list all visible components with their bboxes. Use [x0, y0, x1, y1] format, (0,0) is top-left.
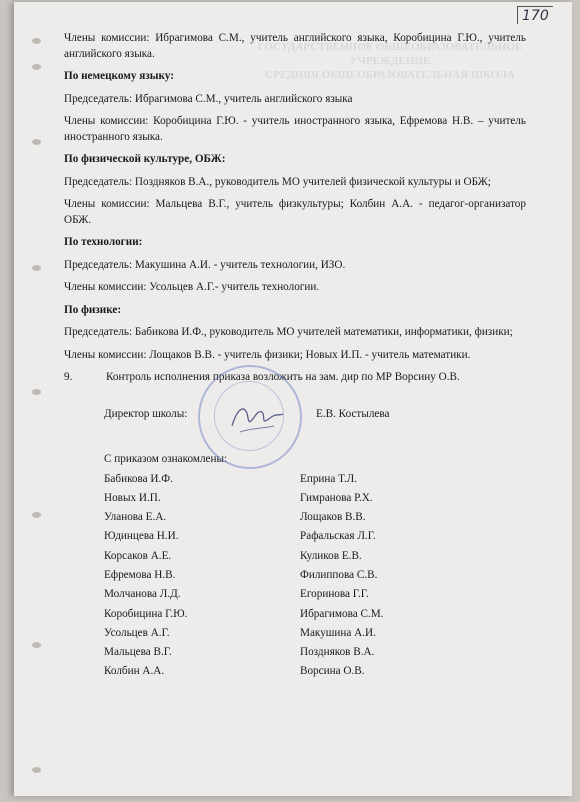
- acknowledgement-row: [104, 550, 526, 569]
- acknowledgement-row: [104, 646, 526, 665]
- commission-paragraph: Председатель: Бабикова И.Ф., руководитель МО учителей математики, информатики, физики;: [64, 326, 513, 338]
- signatory-name-left: Ефремова Н.В.: [104, 568, 176, 581]
- signatory-name-left: Молчанова Л.Д.: [104, 588, 181, 601]
- item-text: Контроль исполнения приказа возложить на зам. дир по МР Ворсину О.В.: [106, 371, 460, 383]
- signatory-name-right: Ворсина О.В.: [300, 665, 365, 678]
- commission-paragraph: Члены комиссии: Ибрагимова С.М., учитель английского языка, Коробицина Г.Ю., учитель английского языка.: [64, 32, 526, 60]
- signatory-name-left: Корсаков А.Е.: [104, 549, 172, 562]
- signatory-name-right: Макушина А.И.: [300, 626, 376, 639]
- commission-paragraph: Председатель: Макушина А.И. - учитель технологии, ИЗО.: [64, 258, 346, 271]
- document-body: [64, 31, 526, 685]
- binder-holes: [14, 2, 54, 802]
- acknowledgement-heading: С приказом ознакомлены:: [104, 452, 228, 465]
- signatory-name-right: Филиппова С.В.: [300, 568, 378, 581]
- section-heading: По технологии:: [64, 236, 143, 248]
- director-signature: [226, 396, 286, 446]
- director-label: Директор школы:: [104, 407, 188, 420]
- page-number: 170: [517, 6, 553, 24]
- signatory-name-right: Ибрагимова С.М.: [300, 607, 384, 620]
- commission-paragraph: Председатель: Поздняков В.А., руководитель МО учителей физической культуры и ОБЖ;: [64, 175, 491, 188]
- signatory-name-right: Лощаков В.В.: [300, 511, 366, 524]
- signatory-name-left: Новых И.П.: [104, 491, 161, 504]
- acknowledgement-row: [104, 588, 526, 607]
- signatory-name-left: Бабикова И.Ф.: [104, 472, 173, 485]
- item-number: 9.: [64, 371, 73, 383]
- order-item-9: [64, 370, 526, 386]
- signatory-name-right: Егоринова Г.Г.: [300, 588, 369, 601]
- acknowledgement-row: [104, 627, 526, 646]
- signatory-name-left: Мальцева В.Г.: [104, 646, 172, 659]
- section-heading: По физической культуре, ОБЖ:: [64, 153, 226, 165]
- acknowledgement-row: [104, 569, 526, 588]
- commission-paragraph: Члены комиссии: Мальцева В.Г., учитель физкультуры; Колбин А.А. - педагог-организатор ОБЖ.: [64, 198, 526, 226]
- commission-paragraph: Члены комиссии: Усольцев А.Г.- учитель технологии.: [64, 281, 320, 293]
- acknowledgement-row: [104, 608, 526, 627]
- signatory-name-left: Усольцев А.Г.: [104, 626, 170, 639]
- acknowledgement-row: [104, 665, 526, 684]
- signatory-name-left: Уланова Е.А.: [104, 511, 167, 524]
- signatory-name-right: Еприна Т.Л.: [300, 472, 358, 485]
- commission-paragraph: Председатель: Ибрагимова С.М., учитель английского языка: [64, 92, 353, 105]
- section-heading: По физике:: [64, 303, 122, 316]
- signatory-name-right: Поздняков В.А.: [300, 646, 375, 659]
- commission-paragraph: Члены комиссии: Коробицина Г.Ю. - учитель иностранного языка, Ефремова Н.В. – учитель иностранного языка.: [64, 115, 526, 143]
- signatory-name-right: Гимранова Р.Х.: [300, 491, 373, 504]
- signatory-name-right: Куликов Е.В.: [300, 549, 362, 562]
- acknowledgement-list: [64, 452, 526, 685]
- commission-paragraph: Члены комиссии: Лощаков В.В. - учитель физики; Новых И.П. - учитель математики.: [64, 348, 471, 361]
- signatory-name-left: Юдинцева Н.И.: [104, 530, 179, 543]
- commission-paragraphs: [64, 31, 526, 363]
- signatory-name-left: Коробицина Г.Ю.: [104, 607, 188, 620]
- signatory-name-right: Рафальская Л.Г.: [300, 530, 376, 543]
- section-heading: По немецкому языку:: [64, 70, 174, 82]
- director-name: Е.В. Костылева: [316, 407, 390, 420]
- acknowledgement-row: [104, 530, 526, 549]
- acknowledgement-row: [104, 473, 526, 492]
- acknowledgement-row: [104, 511, 526, 530]
- signatory-name-left: Колбин А.А.: [104, 665, 165, 678]
- acknowledgement-row: [104, 492, 526, 511]
- bleed-through-text: ГОСУДАРСТВЕННОЕ ОБЩЕОБРАЗОВАТЕЛЬНОЕ УЧРЕЖДЕНИЕ СРЕДНЯЯ ОБЩЕОБРАЗОВАТЕЛЬНАЯ ШКОЛА: [257, 41, 523, 81]
